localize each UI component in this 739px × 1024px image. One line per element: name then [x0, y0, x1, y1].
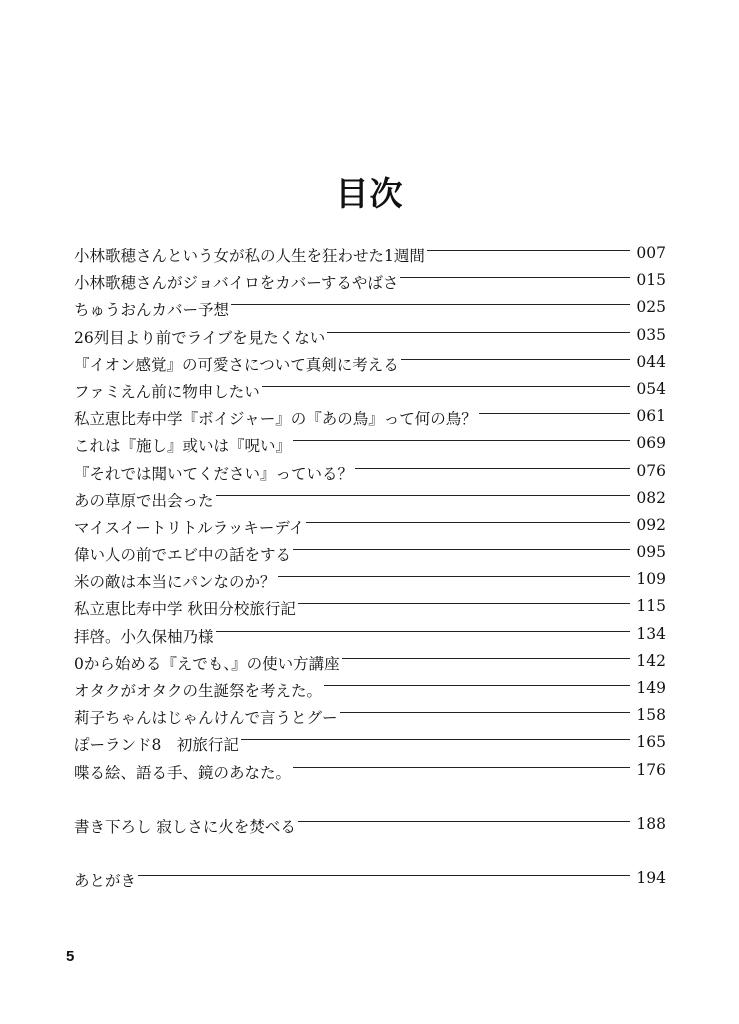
toc-entry-page: 076 — [636, 461, 666, 480]
leader-line — [74, 875, 630, 876]
toc-entry-page: 015 — [636, 271, 666, 290]
toc-entry-title: 米の敵は本当にパンなのか？ — [74, 570, 278, 592]
toc-entry-page: 149 — [636, 679, 666, 697]
toc-entry — [74, 242, 666, 269]
toc-entry-bonus — [74, 813, 666, 840]
toc-entry-page: 095 — [636, 543, 666, 562]
toc-entry — [74, 405, 666, 432]
toc-entry-title: 莉子ちゃんはじゃんけんで言うとグー — [74, 706, 340, 728]
toc-entry-page: 007 — [636, 244, 666, 262]
toc-entry-page: 069 — [636, 434, 666, 453]
toc-entry-page: 176 — [636, 760, 666, 779]
toc-entry — [74, 269, 666, 296]
toc-entry — [74, 650, 666, 677]
toc-entry-title: 喋る絵、語る手、鏡のあなた。 — [74, 761, 293, 783]
toc-entry-page: 054 — [636, 379, 666, 398]
toc-entry — [74, 759, 666, 786]
toc-entry-title: 書き下ろし 寂しさに火を焚べる — [74, 815, 298, 837]
toc-entry — [74, 460, 666, 487]
toc-entry — [74, 514, 666, 541]
toc-entry-title: 0から始める『えでも、』の使い方講座 — [74, 652, 342, 674]
toc-entry — [74, 677, 666, 704]
toc-entry-page: 035 — [636, 325, 666, 344]
toc-entry-page: 061 — [636, 407, 666, 426]
toc-entry-title: ぽーランド8 初旅行記 — [74, 733, 241, 755]
toc-entry-page: 109 — [636, 570, 666, 589]
toc-entry — [74, 595, 666, 622]
toc-entry — [74, 623, 666, 650]
toc-entry-title: 『イオン感覚』の可愛さについて真剣に考える — [74, 353, 401, 375]
toc-entry-title: 小林歌穂さんという女が私の人生を狂わせた1週間 — [74, 244, 427, 266]
toc-entry — [74, 324, 666, 351]
toc-entry-title: オタクがオタクの生誕祭を考えた。 — [74, 679, 324, 701]
toc-entry — [74, 432, 666, 459]
toc-entry-page: 092 — [636, 515, 666, 534]
toc-entry — [74, 731, 666, 758]
toc-entry — [74, 351, 666, 378]
toc-entry-title: 偉い人の前でエビ中の話をする — [74, 543, 293, 565]
table-of-contents — [74, 242, 666, 894]
toc-entry-page: 165 — [636, 733, 666, 752]
toc-entry-title: 拝啓。小久保柚乃様 — [74, 625, 216, 647]
toc-entry-page: 044 — [636, 352, 666, 371]
toc-entry-page: 134 — [636, 624, 666, 643]
toc-entry-page: 158 — [636, 706, 666, 725]
toc-entry — [74, 487, 666, 514]
toc-entry-title: 26列目より前でライブを見たくない — [74, 326, 327, 348]
toc-entry-page: 142 — [636, 651, 666, 670]
toc-entry-page: 082 — [636, 488, 666, 507]
toc-entry-title: 私立恵比寿中学『ボイジャー』の『あの鳥』って何の鳥？ — [74, 407, 479, 429]
toc-entry-title: ちゅうおんカバー予想 — [74, 298, 231, 320]
page-number: 5 — [66, 948, 75, 965]
toc-entry-title: これは『施し』或いは『呪い』 — [74, 434, 293, 456]
toc-entry-title: あの草原で出会った — [74, 489, 216, 511]
toc-entry — [74, 541, 666, 568]
toc-entry-page: 194 — [636, 868, 666, 887]
toc-entry-afterword — [74, 867, 666, 894]
toc-entry-page: 025 — [636, 298, 666, 317]
toc-entry-title: ファミえん前に物申したい — [74, 380, 262, 402]
toc-entry — [74, 568, 666, 595]
toc-entry-title: マイスイートリトルラッキーデイ — [74, 516, 306, 538]
toc-entry-page: 115 — [636, 597, 666, 616]
toc-entry — [74, 378, 666, 405]
toc-entry-title: 小林歌穂さんがジョバイロをカバーするやばさ — [74, 271, 400, 293]
toc-entry-title: あとがき — [74, 869, 138, 891]
toc-entry — [74, 296, 666, 323]
toc-entry — [74, 704, 666, 731]
toc-entry-title: 『それでは聞いてください』っている？ — [74, 462, 355, 484]
toc-entry-title: 私立恵比寿中学 秋田分校旅行記 — [74, 597, 298, 619]
page-title: 目次 — [335, 174, 404, 214]
toc-entry-page: 188 — [636, 814, 666, 833]
